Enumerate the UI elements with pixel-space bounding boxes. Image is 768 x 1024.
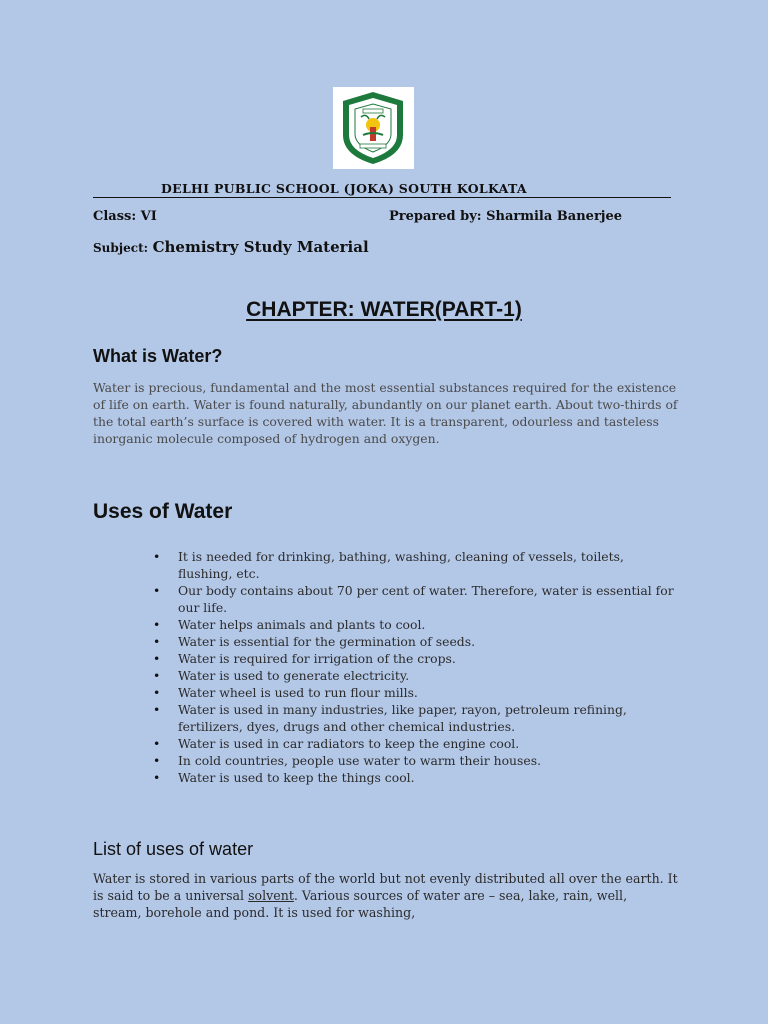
list-item: • Our body contains about 70 per cent of water. Therefore, water is essential for our life. (178, 582, 678, 616)
uses-list (178, 548, 678, 786)
list-of-uses-text (93, 870, 678, 921)
prepared-by: Prepared by: Sharmila Banerjee (389, 209, 623, 224)
list-of-uses-text-end: . Various sources of water are – sea, lake, rain, well, stream, borehole and pond. It is used for washing, (93, 888, 628, 920)
list-item: • In cold countries, people use water to warm their houses. (178, 752, 678, 769)
list-item: • Water is used to keep the things cool. (178, 769, 678, 786)
list-item: • Water helps animals and plants to cool. (178, 616, 678, 633)
what-is-water-text: Water is precious, fundamental and the most essential substances required for the existence of life on earth. Water is found naturally, abundantly on our planet earth. About two-thirds of the total earth’s surface is covered with water. It is a transparent, odourless and tasteless inorganic molecule composed of hydrogen and oxygen. (93, 380, 678, 446)
list-item: • Water is used in many industries, like paper, rayon, petroleum refining, fertilizers, dyes, drugs and other chemical industries. (178, 701, 678, 735)
list-item: • Water is used in car radiators to keep the engine cool. (178, 735, 678, 752)
subject-label: Subject: (93, 241, 149, 255)
list-of-uses-text-start: Water is stored in various parts of the world but not evenly distributed all over the earth. It is said to be a universal (93, 871, 678, 903)
school-name-line (93, 180, 671, 198)
what-is-water-heading: What is Water? (93, 346, 223, 366)
chapter-title-text: CHAPTER: WATER(PART-1) (246, 298, 522, 321)
list-item: • Water is used to generate electricity. (178, 667, 678, 684)
class-label: Class: VI (93, 209, 157, 224)
chapter-title (0, 298, 768, 322)
uses-of-water-heading: Uses of Water (93, 500, 233, 523)
list-item: • It is needed for drinking, bathing, washing, cleaning of vessels, toilets, flushing, etc. (178, 548, 678, 582)
list-of-uses-heading: List of uses of water (93, 839, 254, 859)
list-item: • Water wheel is used to run flour mills. (178, 684, 678, 701)
school-name: DELHI PUBLIC SCHOOL (JOKA) SOUTH KOLKATA (161, 181, 527, 196)
subject-line (93, 238, 369, 256)
subject-value: Chemistry Study Material (152, 238, 369, 256)
solvent-link[interactable]: solvent (248, 888, 294, 903)
school-crest-icon (333, 87, 414, 169)
school-logo (333, 87, 414, 169)
list-item: • Water is essential for the germination of seeds. (178, 633, 678, 650)
list-item: • Water is required for irrigation of the crops. (178, 650, 678, 667)
